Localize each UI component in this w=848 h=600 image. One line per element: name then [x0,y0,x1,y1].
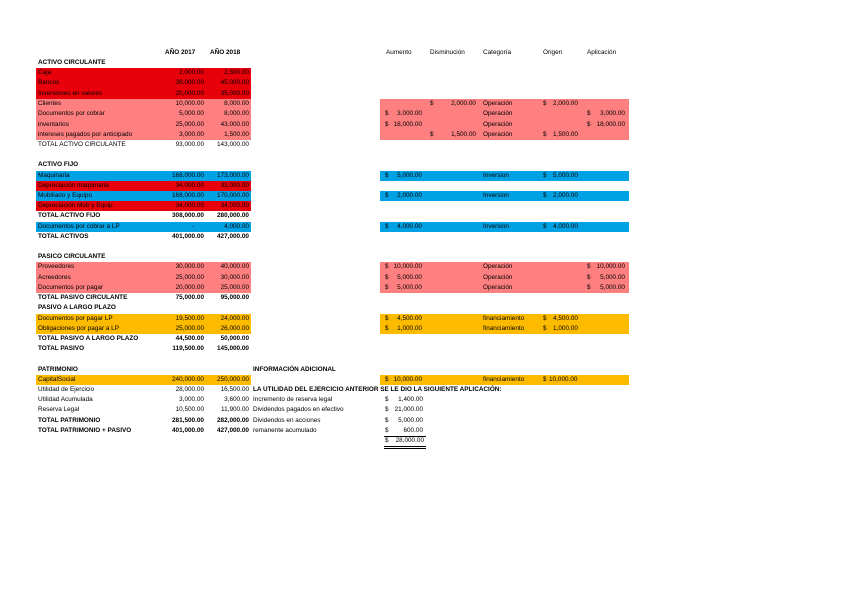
currency-sign: $ [385,274,389,281]
row-label: TOTAL PASIVO [38,345,85,352]
row-value-2018: 40,000.00 [220,263,249,270]
row-label: Caja [38,69,52,76]
section-patrimonio: PATRIMONIO [38,366,78,373]
row-value-2017: 19,500.00 [175,315,204,322]
category-value: Operación [483,263,513,270]
category-value: Operación [483,110,513,117]
aplicacion-value: 3,000.00 [600,110,625,117]
row-value-2017: 3,000.00 [179,396,204,403]
row-value-2017: 25,000.00 [175,121,204,128]
row-value-2017: 119,500.00 [172,345,204,352]
currency-sign: $ [385,121,389,128]
row-label: TOTAL ACTIVOS [38,233,89,240]
row-value-2018: 50,000.00 [220,335,249,342]
row-label: intereses pagados por anticipado [38,131,133,138]
row-value-2018: 427,000.00 [217,427,249,434]
info-heading: LA UTILIDAD DEL EJERCICIO ANTERIOR SE LE DIO LA SIGUIENTE APLICACIÓN: [253,386,502,393]
origen-value: 2,000.00 [553,192,578,199]
info-item-amount: 600.00 [403,427,423,434]
aumento-value: 3,000.00 [397,110,422,117]
row-value-2018: 25,000.00 [220,284,249,291]
aumento-value: 2,000.00 [397,192,422,199]
header-categoria: Categoría [483,49,512,56]
row-value-2018: 26,000.00 [220,325,249,332]
row-value-2017: 20,000.00 [175,284,204,291]
row-value-2017: 10,500.00 [175,406,204,413]
currency-sign: $ [543,192,547,199]
header-origen: Origen [543,49,563,56]
row-value-2018: 43,000.00 [220,121,249,128]
currency-sign: $ [587,274,591,281]
category-value: Operación [483,284,513,291]
row-label: Obligaciones por pagar a LP [38,325,120,332]
currency-sign: $ [430,100,434,107]
currency-sign: $ [543,100,547,107]
category-value: Operación [483,100,513,107]
aumento-value: 5,000.00 [397,284,422,291]
row-value-2017: 308,000.00 [172,212,204,219]
currency-sign: $ [385,406,389,413]
origen-value: 10,000.00 [549,376,578,383]
row-value-2017: 28,000.00 [175,386,204,393]
currency-sign: $ [385,263,389,270]
row-value-2018: 30,000.00 [220,274,249,281]
row-value-2017: 38,000.00 [175,79,204,86]
info-item-amount: 1,400.00 [398,396,423,403]
currency-sign: $ [543,223,547,230]
currency-sign: $ [385,325,389,332]
info-item-amount: 21,000.00 [394,406,423,413]
row-value-2017: 20,000.00 [175,90,204,97]
row-value-2018: 8,000.00 [224,100,249,107]
currency-sign: $ [385,417,389,424]
row-label: Documentos por pagar [38,284,104,291]
origen-value: 1,000.00 [553,325,578,332]
row-value-2018: 16,500.00 [220,386,249,393]
origen-value: 5,000.00 [553,172,578,179]
total-double-underline-2 [384,448,426,449]
row-label: Mobiliario y Equipo [38,192,92,199]
aplicacion-value: 10,000.00 [596,263,625,270]
row-label: Maquinaria [38,172,70,179]
currency-sign: $ [385,427,389,434]
currency-sign: $ [543,131,547,138]
row-value-2018: 45,000.00 [220,79,249,86]
row-label: CapitalSocial [38,376,76,383]
row-value-2018: 11,900.00 [221,406,249,413]
total-double-underline-1 [384,446,426,447]
row-value-2017: 10,000.00 [175,100,204,107]
row-value-2018: 35,000.00 [220,90,249,97]
row-label: Clientes [38,100,62,107]
info-item-label: Dividendos pagados en efectivo [253,406,344,413]
currency-sign: $ [587,263,591,270]
origen-value: 4,500.00 [553,315,578,322]
currency-sign: $ [430,131,434,138]
row-value-2018: 95,000.00 [220,294,249,301]
info-total-amount: 28,000.00 [395,437,424,444]
header-aumento: Aumento [386,49,412,56]
section-activo-fijo: ACTIVO FIJO [38,161,79,168]
row-value-2017: 75,000.00 [175,294,204,301]
info-item-label: remanente acumulado [253,427,317,434]
row-value-2018: 282,000.00 [217,417,249,424]
aumento-value: 10,000.00 [393,376,422,383]
info-item-amount: 5,000.00 [398,417,423,424]
aumento-value: 10,000.00 [393,263,422,270]
row-label: TOTAL ACTIVO CIRCULANTE [38,141,126,148]
aumento-value: 5,000.00 [397,172,422,179]
currency-sign: $ [385,192,389,199]
aplicacion-value: 18,000.00 [596,121,625,128]
info-item-label: Incremento de reserva legal [253,396,333,403]
origen-value: 4,000.00 [553,223,578,230]
row-label: Utilidad Acumulada [38,396,93,403]
row-value-2017: 34,000.00 [175,202,204,209]
row-value-2017: 25,000.00 [175,274,204,281]
row-value-2017: 44,500.00 [175,335,204,342]
row-value-2017: 34,000.00 [175,182,204,189]
row-value-2018: 3,600.00 [224,396,249,403]
row-value-2018: 170,000.00 [217,192,249,199]
row-label: Documentos por cobrar [38,110,105,117]
disminucion-value: 2,000.00 [451,100,476,107]
row-label: Documentos por pagar LP [38,315,113,322]
row-value-2017: 168,000.00 [172,192,204,199]
row-label: Utilidad de Ejercicio [38,386,95,393]
disminucion-value: 1,500.00 [451,131,476,138]
row-value-2018: 8,000.00 [224,110,249,117]
category-value: Inversion [483,192,509,199]
category-value: financiamiento [483,325,525,332]
currency-sign: $ [543,172,547,179]
row-value-2018: 280,000.00 [217,212,249,219]
category-value: Operación [483,274,513,281]
aumento-value: 18,000.00 [393,121,422,128]
aumento-value: 1,000.00 [397,325,422,332]
row-value-2018: 33,000.00 [220,182,249,189]
section-pasivo-largo: PASIVO A LARGO PLAZO [38,304,116,311]
row-value-2017: 25,000.00 [175,325,204,332]
row-label: Depreciación maquinaria [38,182,109,189]
aplicacion-value: 5,000.00 [600,274,625,281]
row-value-2017: 168,000.00 [172,172,204,179]
row-label: TOTAL PASIVO CIRCULANTE [38,294,128,301]
currency-sign: $ [385,437,389,444]
row-label: Documentos por cobrar a LP [38,223,120,230]
row-value-2017: 93,000.00 [175,141,204,148]
section-activo-circulante: ACTIVO CIRCULANTE [38,59,106,66]
aumento-value: 4,500.00 [397,315,422,322]
row-label: TOTAL ACTIVO FIJO [38,212,101,219]
category-value: Inversion [483,223,509,230]
header-disminucion: Disminución [430,49,465,56]
row-value-2018: 4,000.00 [224,223,249,230]
currency-sign: $ [385,172,389,179]
row-value-2018: 1,500.00 [224,131,249,138]
currency-sign: $ [385,315,389,322]
row-label: Inversiones en valores [38,90,102,97]
category-value: financiamiento [483,376,525,383]
category-value: Inversion [483,172,509,179]
currency-sign: $ [587,110,591,117]
row-value-2018: 145,000.00 [217,345,249,352]
row-label: TOTAL PATRIMONIO [38,417,101,424]
row-value-2018: 143,000.00 [217,141,249,148]
currency-sign: $ [385,376,389,383]
row-label: inventarios [38,121,69,128]
aumento-value: 4,000.00 [397,223,422,230]
row-value-2018: 34,000.00 [220,202,249,209]
row-value-2017: - [191,223,194,230]
row-label: Reserva Legal [38,406,80,413]
currency-sign: $ [543,376,547,383]
currency-sign: $ [543,315,547,322]
row-value-2017: 401,000.00 [172,427,204,434]
row-value-2017: 401,000.00 [172,233,204,240]
row-value-2018: 2,500.00 [224,69,249,76]
currency-sign: $ [385,396,389,403]
origen-value: 1,500.00 [553,131,578,138]
row-value-2017: 30,000.00 [175,263,204,270]
row-value-2018: 250,000.00 [217,376,249,383]
row-value-2017: 281,500.00 [172,417,204,424]
header-aplicacion: Aplicación [587,49,617,56]
header-year-2018: AÑO 2018 [210,49,241,56]
row-value-2018: 427,000.00 [217,233,249,240]
header-year-2017: AÑO 2017 [165,49,196,56]
row-label: Bancos [38,79,60,86]
category-value: Operación [483,121,513,128]
row-value-2017: 5,000.00 [179,110,204,117]
row-value-2017: 2,000.00 [179,69,204,76]
currency-sign: $ [385,284,389,291]
currency-sign: $ [385,223,389,230]
row-value-2017: 3,000.00 [179,131,204,138]
category-value: Operación [483,131,513,138]
row-label: TOTAL PASIVO A LARGO PLAZO [38,335,139,342]
row-value-2018: 173,000.00 [217,172,249,179]
info-item-label: Dividendos en acciones [253,417,321,424]
currency-sign: $ [543,325,547,332]
row-label: TOTAL PATRIMONIO + PASIVO [38,427,132,434]
category-value: financiamiento [483,315,525,322]
row-label: Depreciación Mob y Equip [38,202,113,209]
row-value-2017: 240,000.00 [172,376,204,383]
row-value-2018: 24,000.00 [220,315,249,322]
aplicacion-value: 5,000.00 [600,284,625,291]
section-pasivo-circulante: PASICO CIRCULANTE [38,253,106,260]
currency-sign: $ [587,121,591,128]
currency-sign: $ [385,110,389,117]
currency-sign: $ [587,284,591,291]
origen-value: 2,000.00 [553,100,578,107]
section-info-adicional: INFORMACIÓN ADICIONAL [253,366,336,373]
aumento-value: 5,000.00 [397,274,422,281]
row-label: Proveedores [38,263,75,270]
row-label: Acreedores [38,274,71,281]
